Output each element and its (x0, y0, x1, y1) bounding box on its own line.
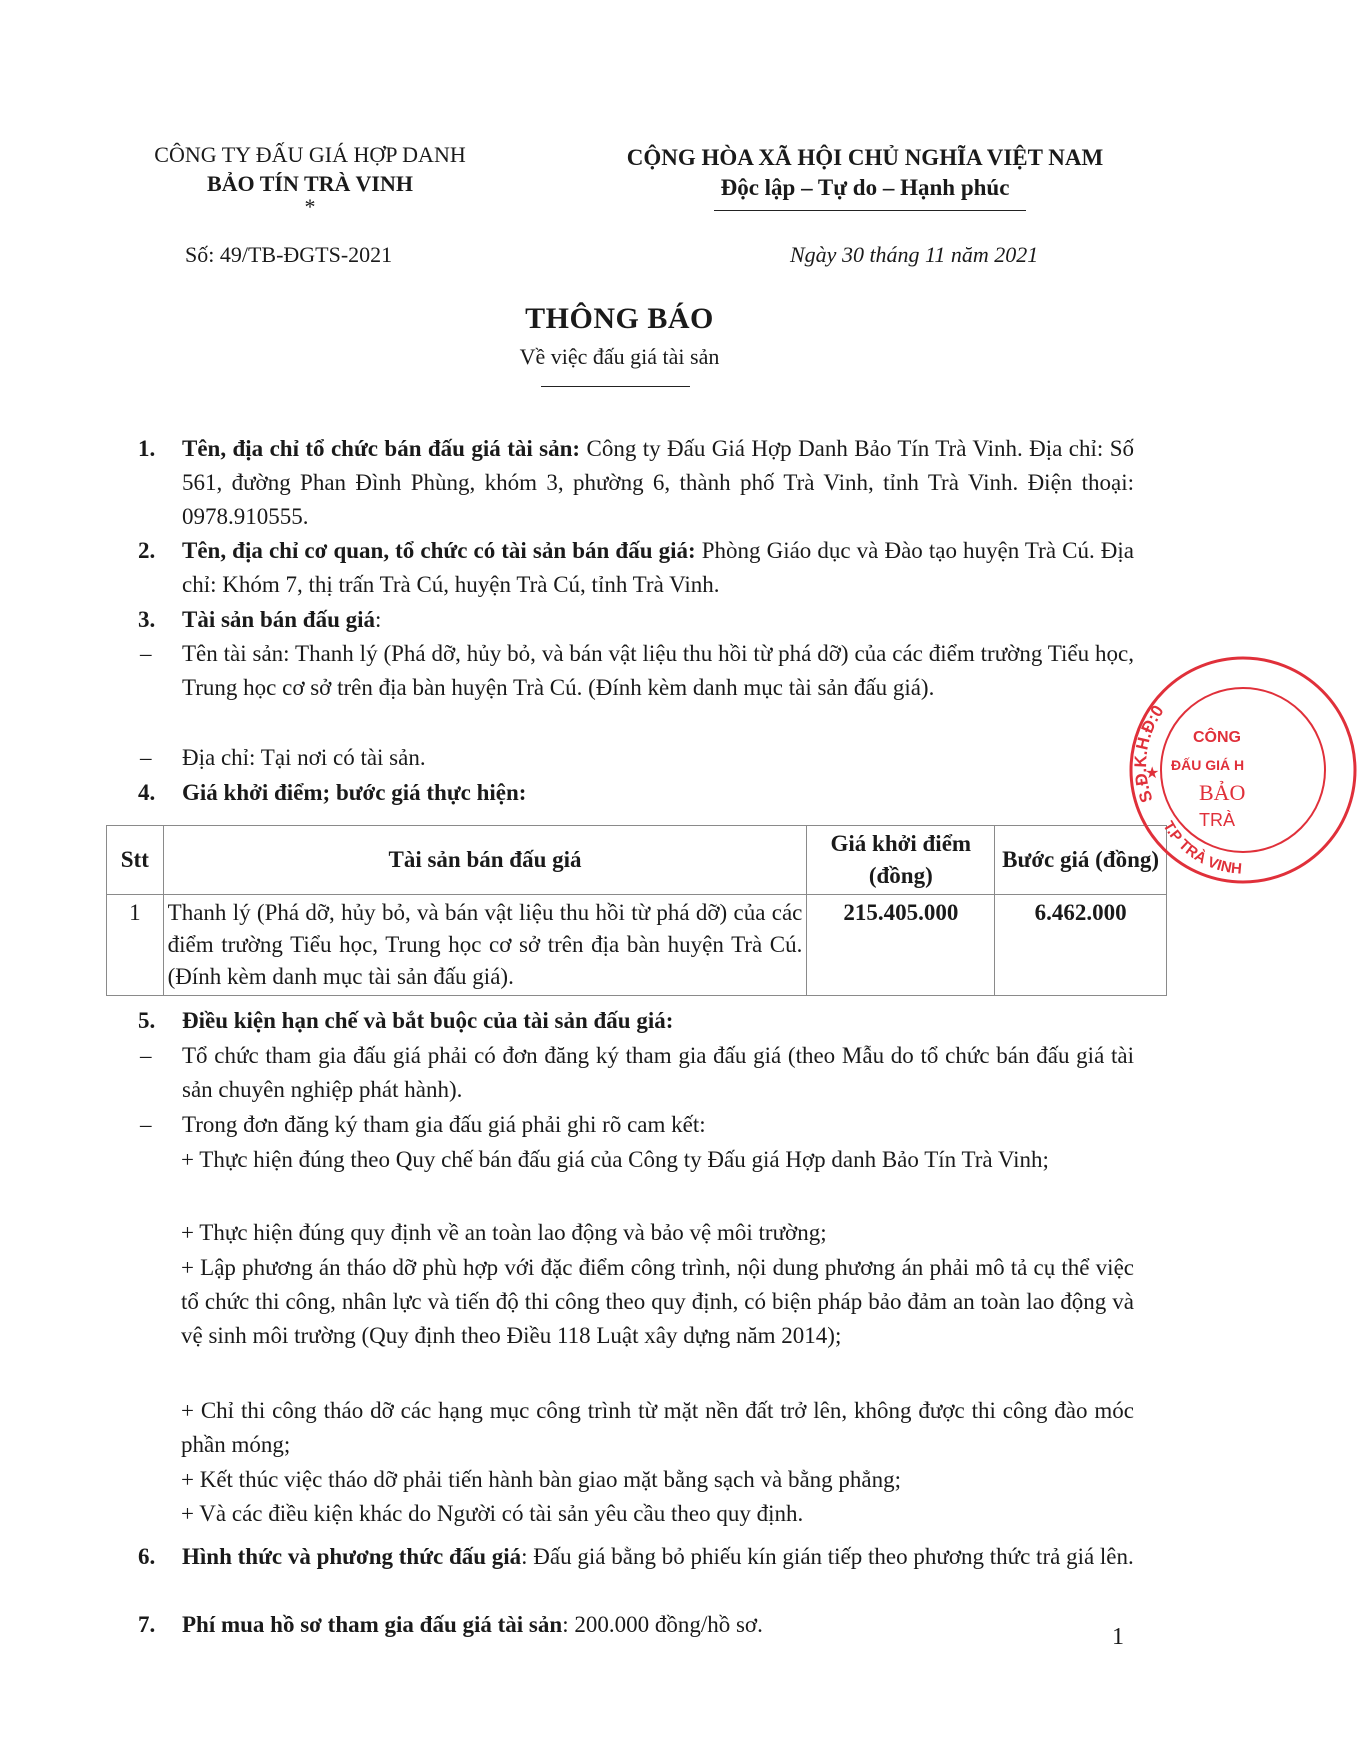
seal-line: ĐẤU GIÁ H (1171, 757, 1245, 773)
seal-bottom-text: T.P TRÀ VINH (1159, 818, 1243, 878)
cell-stt: 1 (107, 895, 164, 996)
list-item (140, 637, 1134, 705)
motto-underline (714, 210, 1026, 211)
section-number: 2. (138, 538, 156, 563)
section-text: : Đấu giá bằng bỏ phiếu kín gián tiếp theo phương thức trả giá lên. (521, 1544, 1134, 1569)
auction-price-table (106, 825, 1167, 996)
section-heading: Tài sản bán đấu giá (182, 607, 376, 632)
section-heading: Tên, địa chỉ cơ quan, tổ chức có tài sản bán đấu giá: (182, 538, 696, 563)
dash-bullet: – (140, 1043, 152, 1068)
section-text: : 200.000 đồng/hồ sơ. (562, 1612, 763, 1637)
document-number: Số: 49/TB-ĐGTS-2021 (185, 242, 393, 267)
list-item-text: Tổ chức tham gia đấu giá phải có đơn đăng ký tham gia đấu giá (theo Mẫu do tổ chức bán đấu giá tài sản chuyên nghiệp phát hành). (182, 1043, 1134, 1102)
section-number: 7. (138, 1612, 156, 1637)
seal-star-icon: ★ (1145, 763, 1160, 782)
national-header (570, 143, 1160, 203)
commitment-item: + Thực hiện đúng theo Quy chế bán đấu giá của Công ty Đấu giá Hợp danh Bảo Tín Trà Vinh; (181, 1147, 1049, 1172)
commitment-item: + Chỉ thi công tháo dỡ các hạng mục công trình từ mặt nền đất trở lên, không được thi công đào móc phần móng; (181, 1398, 1134, 1457)
section-5 (138, 1004, 1134, 1038)
list-item (140, 1039, 1134, 1107)
commitment-item: + Và các điều kiện khác do Người có tài sản yêu cầu theo quy định. (181, 1501, 804, 1526)
header-price-step: Bước giá (đồng) (995, 826, 1167, 895)
dash-bullet: – (140, 745, 152, 770)
section-7 (138, 1608, 1134, 1642)
cell-asset: Thanh lý (Phá dỡ, hủy bỏ, và bán vật liệu thu hồi từ phá dỡ) của các điểm trường Tiểu học, Trung học cơ sở trên địa bàn huyện Trà Cú. (Đính kèm danh mục tài sản đấu giá). (163, 895, 807, 996)
document-title: THÔNG BÁO (525, 302, 714, 335)
section-6 (138, 1540, 1134, 1574)
section-3 (138, 603, 1134, 637)
commitment-item: + Lập phương án tháo dỡ phù hợp với đặc điểm công trình, nội dung phương án phải mô tả cụ thể việc tổ chức thi công, nhân lực và tiến độ thi công theo quy định, có biện pháp bảo đảm an toàn lao động và vệ sinh môi trường (Quy định theo Điều 118 Luật xây dựng năm 2014); (181, 1255, 1134, 1348)
company-seal (1123, 650, 1363, 890)
header-asset: Tài sản bán đấu giá (163, 826, 807, 895)
section-1 (138, 432, 1134, 534)
section-number: 6. (138, 1544, 156, 1569)
section-number: 3. (138, 607, 156, 632)
table-row (107, 895, 1167, 996)
cell-price-step: 6.462.000 (995, 895, 1167, 996)
section-number: 5. (138, 1008, 156, 1033)
header-stt: Stt (107, 826, 164, 895)
issuer-name-line2: BẢO TÍN TRÀ VINH (206, 171, 413, 196)
header-start-price: Giá khởi điểm (đồng) (807, 826, 995, 895)
section-heading: Giá khởi điểm; bước giá thực hiện: (182, 780, 527, 805)
seal-ring-text: S.Đ.K.H.Đ:0 (1130, 701, 1168, 805)
seal-line: CÔNG (1193, 729, 1241, 746)
commitment-item: + Kết thúc việc tháo dỡ phải tiến hành bàn giao mặt bằng sạch và bằng phẳng; (181, 1467, 902, 1492)
section-number: 4. (138, 780, 156, 805)
section-text: Công ty Đấu Giá Hợp Danh Bảo Tín Trà Vinh. Địa chỉ: Số 561, đường Phan Đình Phùng, khóm 3, phường 6, thành phố Trà Vinh, tỉnh Trà Vinh. Điện thoại: 0978.910555. (182, 436, 1134, 529)
title-underline (541, 386, 690, 387)
commitment-item: + Thực hiện đúng quy định về an toàn lao động và bảo vệ môi trường; (181, 1220, 827, 1245)
document-subtitle: Về việc đấu giá tài sản (519, 344, 720, 369)
list-item-text: Trong đơn đăng ký tham gia đấu giá phải ghi rõ cam kết: (182, 1112, 706, 1137)
section-text: Phòng Giáo dục và Đào tạo huyện Trà Cú. Địa chỉ: Khóm 7, thị trấn Trà Cú, huyện Trà Cú, tỉnh Trà Vinh. (182, 538, 1134, 597)
dash-bullet: – (140, 1112, 152, 1137)
seal-line: BẢO (1199, 780, 1246, 805)
issuer-star: * (304, 194, 316, 219)
list-item-text: Tên tài sản: Thanh lý (Phá dỡ, hủy bỏ, và bán vật liệu thu hồi từ phá dỡ) của các điểm trường Tiểu học, Trung học cơ sở trên địa bàn huyện Trà Cú. (Đính kèm danh mục tài sản đấu giá). (182, 641, 1134, 700)
country-name: CỘNG HÒA XÃ HỘI CHỦ NGHĨA VIỆT NAM (626, 145, 1104, 170)
list-item (140, 741, 1134, 775)
table-header-row (107, 826, 1167, 895)
dash-bullet: – (140, 641, 152, 666)
list-item-text: Địa chỉ: Tại nơi có tài sản. (182, 745, 426, 770)
page-number: 1 (1112, 1624, 1124, 1650)
section-text: : (375, 607, 382, 632)
seal-line: TRÀ (1199, 810, 1235, 830)
section-heading: Hình thức và phương thức đấu giá (182, 1544, 522, 1569)
cell-start-price: 215.405.000 (807, 895, 995, 996)
section-2 (138, 534, 1134, 602)
issuer-block (100, 140, 520, 219)
document-date: Ngày 30 tháng 11 năm 2021 (790, 242, 1039, 267)
national-motto: Độc lập – Tự do – Hạnh phúc (720, 175, 1010, 200)
section-heading: Phí mua hồ sơ tham gia đấu giá tài sản (182, 1612, 563, 1637)
list-item (140, 1108, 1134, 1142)
section-4 (138, 776, 1134, 810)
section-number: 1. (138, 436, 156, 461)
section-heading: Điều kiện hạn chế và bắt buộc của tài sản đấu giá: (182, 1008, 674, 1033)
issuer-name-line1: CÔNG TY ĐẤU GIÁ HỢP DANH (154, 142, 466, 167)
section-heading: Tên, địa chỉ tổ chức bán đấu giá tài sản: (182, 436, 581, 461)
